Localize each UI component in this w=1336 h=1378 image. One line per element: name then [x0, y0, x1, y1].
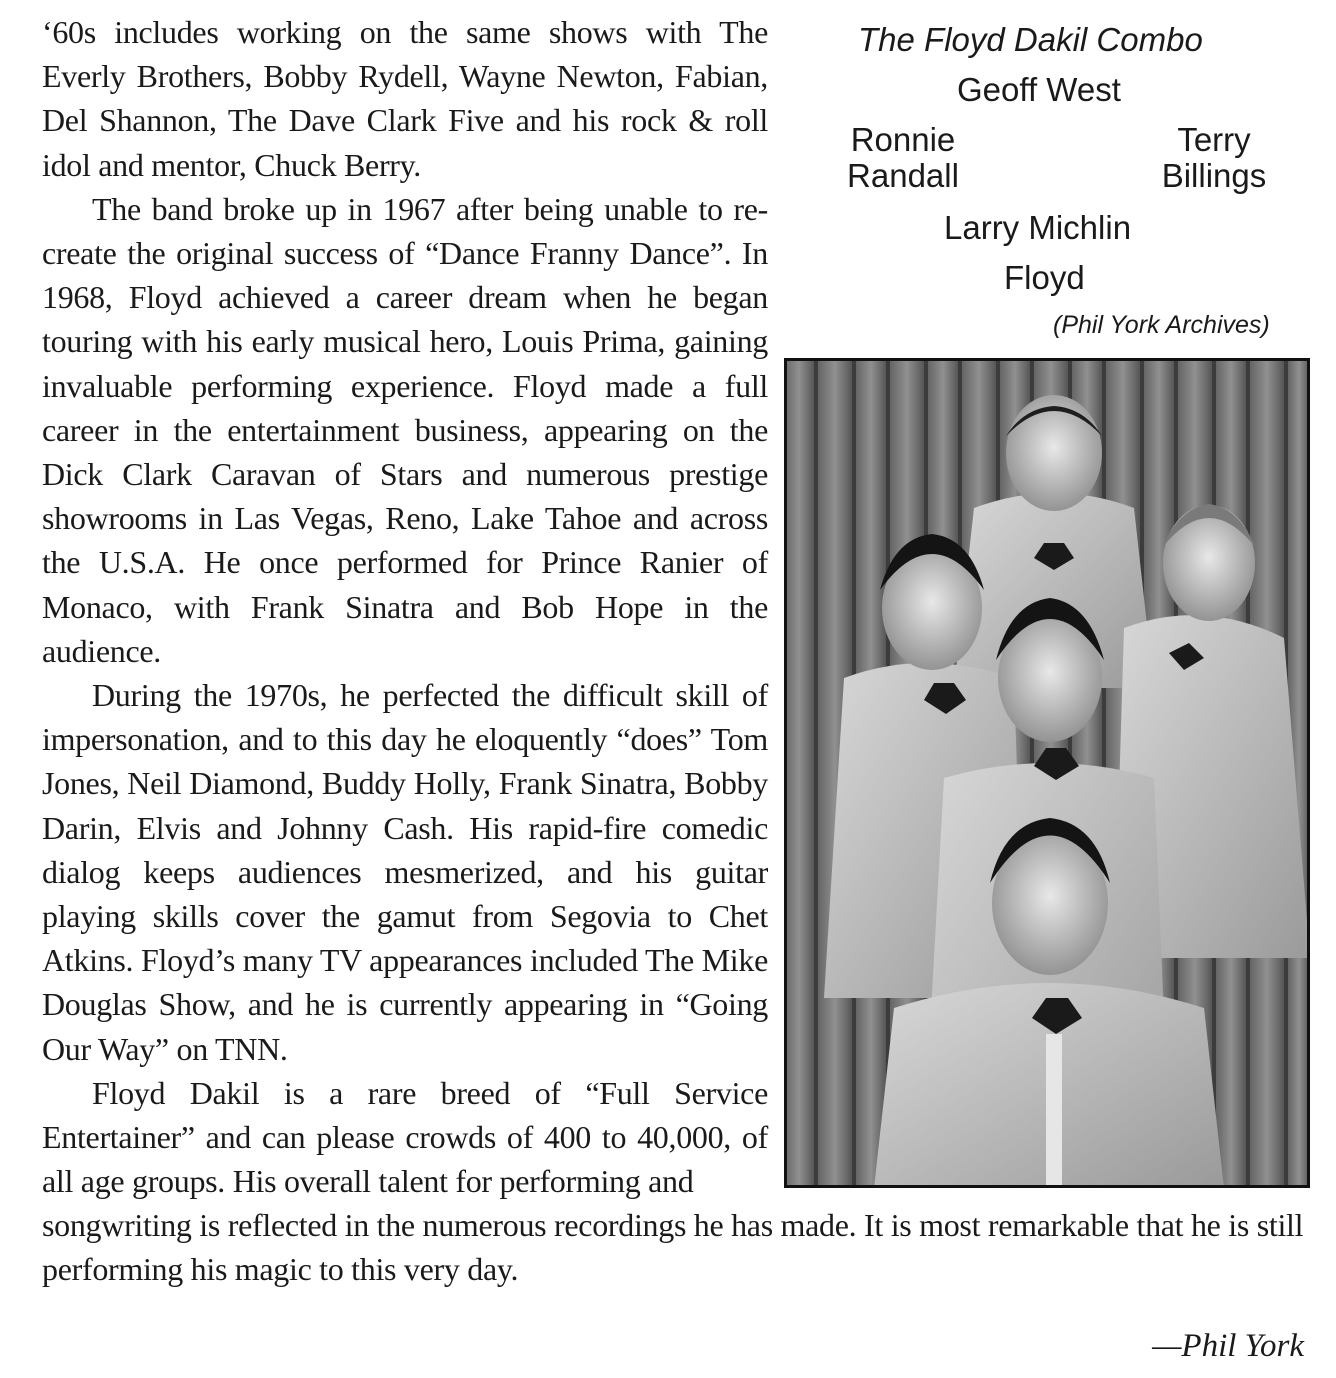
caption-name-ronnie: Ronnie Randall	[847, 121, 959, 194]
band-photo	[784, 358, 1310, 1188]
article-paragraph-4: Floyd Dakil is a rare breed of “Full Service Entertainer” and can please crowds of 400 to 40,000, of all age groups. His overall talent for performing and	[42, 1074, 768, 1200]
article-paragraph-3: During the 1970s, he perfected the difficult skill of impersonation, and to this day he eloquently “does” Tom Jones, Neil Diamond, Buddy Holly, Frank Sinatra, Bobby Darin, Elvis and Johnny Cash. His rapid-fire comedic dialog keeps audiences mesmerized, and his guitar playing skills cover the gamut from Segovia to Chet Atkins. Floyd’s many TV appearances included The Mike Douglas Show, and he is currently appearing in “Going Our Way” on TNN.	[42, 677, 768, 1067]
caption-name-floyd: Floyd	[1004, 259, 1085, 296]
photo-credit: (Phil York Archives)	[1053, 311, 1270, 339]
band-photo-illustration	[784, 358, 1310, 1188]
caption-name-larry: Larry Michlin	[944, 209, 1132, 246]
article-paragraph-4-continued: songwriting is reflected in the numerous recordings he has made. It is most remarkable that he is still performing his magic to this very day.	[42, 1207, 1304, 1287]
article-body	[42, 10, 768, 1203]
author-signature: —Phil York	[1152, 1328, 1304, 1364]
photo-caption-title: The Floyd Dakil Combo	[858, 21, 1203, 58]
article-paragraph-1: ‘60s includes working on the same shows with The Everly Brothers, Bobby Rydell, Wayne Newton, Fabian, Del Shannon, The Dave Clark Five and his rock & roll idol and mentor, Chuck Berry.	[42, 14, 768, 183]
caption-name-geoff: Geoff West	[957, 71, 1121, 108]
caption-name-terry: Terry Billings	[1161, 121, 1267, 194]
article-paragraph-2: The band broke up in 1967 after being unable to re-create the original success of “Dance Franny Dance”. In 1968, Floyd achieved a career dream when he began touring with his early musical hero, Louis Prima, gaining invaluable performing experience. Floyd made a full career in the entertainment business, appearing on the Dick Clark Caravan of Stars and numerous prestige showrooms in Las Vegas, Reno, Lake Tahoe and across the U.S.A. He once performed for Prince Ranier of Monaco, with Frank Sinatra and Bob Hope in the audience.	[42, 190, 768, 669]
